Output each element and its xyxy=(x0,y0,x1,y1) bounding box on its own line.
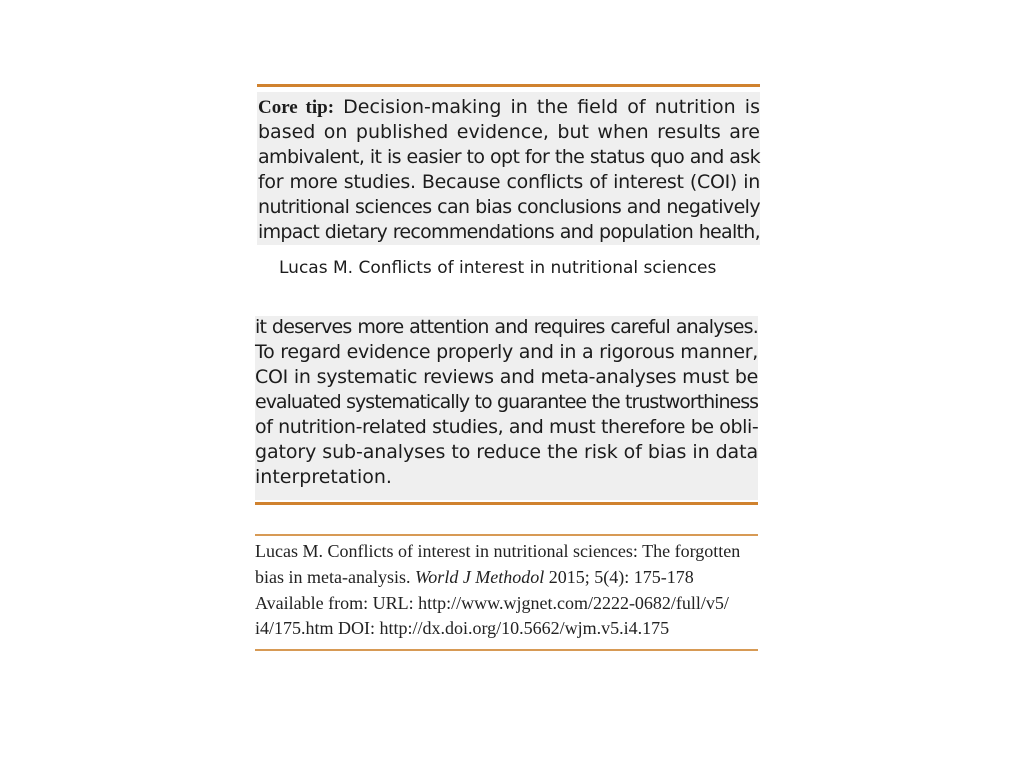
top-rule xyxy=(257,84,760,87)
citation-line-1: Lucas M. Conflicts of interest in nutritional sciences: The forgotten xyxy=(255,541,741,561)
core-tip-line-4: for more studies. Because conflicts of interest (COI) in xyxy=(258,171,760,193)
citation-line-2-post: 2015; 5(4): 175-178 xyxy=(544,567,694,587)
core-tip-line-2: based on published evidence, but when results are xyxy=(258,121,760,143)
running-header: Lucas M. Conflicts of interest in nutritional sciences xyxy=(279,258,717,278)
core-tip-line-3: ambivalent, it is easier to opt for the status quo and ask xyxy=(258,146,760,168)
core-tip-first-text: Decision-making in the field of nutrition is xyxy=(334,96,760,118)
continuation-line-7: interpretation. xyxy=(255,466,392,488)
continuation-bottom-rule xyxy=(255,502,758,505)
citation-line-2-pre: bias in meta-analysis. xyxy=(255,567,415,587)
continuation-line-4: evaluated systematically to guarantee the trustworthiness xyxy=(255,391,758,413)
citation-bottom-rule xyxy=(255,649,758,651)
core-tip-label: Core tip: xyxy=(258,97,335,118)
continuation-line-3: COI in systematic reviews and meta-analyses must be xyxy=(255,366,758,388)
citation-top-rule xyxy=(255,534,758,536)
core-tip-line-6: impact dietary recommendations and population health, xyxy=(258,221,760,243)
core-tip-line-5: nutritional sciences can bias conclusions and negatively xyxy=(258,196,760,218)
continuation-line-5: of nutrition-related studies, and must therefore be obli- xyxy=(255,416,759,438)
core-tip-line-1 xyxy=(258,95,760,120)
journal-name: World J Methodol xyxy=(414,567,545,587)
citation-line-2 xyxy=(255,565,694,590)
citation-line-3: Available from: URL: http://www.wjgnet.com/2222-0682/full/v5/ xyxy=(255,593,729,613)
continuation-line-6: gatory sub-analyses to reduce the risk of bias in data xyxy=(255,441,758,463)
citation-line-4: i4/175.htm DOI: http://dx.doi.org/10.5662/wjm.v5.i4.175 xyxy=(255,618,670,638)
continuation-line-1: it deserves more attention and requires careful analyses. xyxy=(255,316,758,338)
continuation-line-2: To regard evidence properly and in a rigorous manner, xyxy=(255,341,758,363)
